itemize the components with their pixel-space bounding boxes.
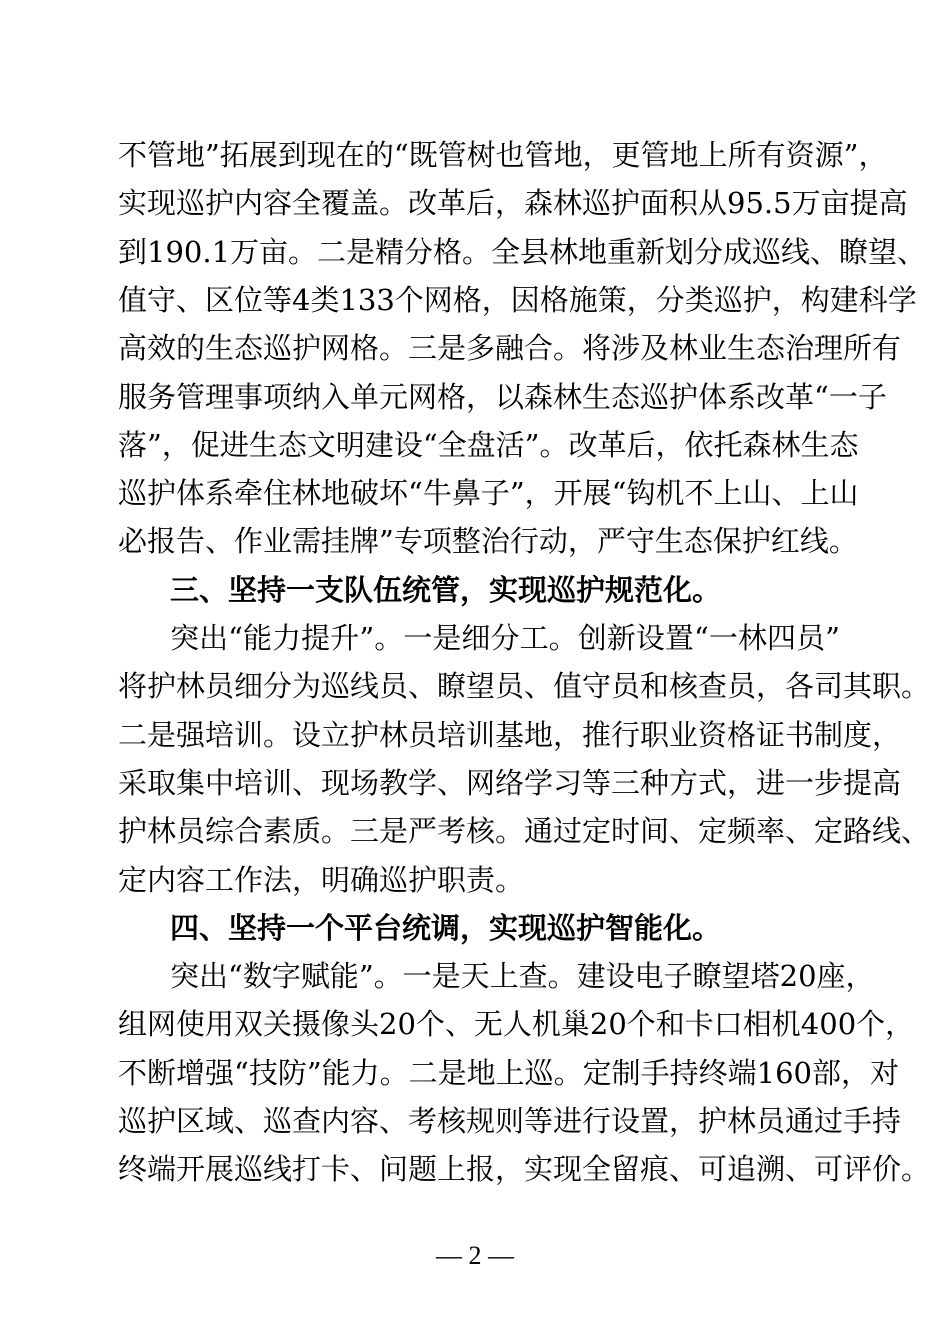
text-line: 突出“数字赋能”。一是天上查。建设电子瞭望塔20座， [170,959,875,994]
text-line: 不管地”拓展到现在的“既管树也管地，更管地上所有资源”， [118,138,888,172]
text-line: 采取集中培训、现场教学、网络学习等三种方式，进一步提高 [118,765,902,800]
text-line: 巡护体系牵住林地破坏“牛鼻子”，开展“钩机不上山、上山 [118,476,859,511]
text-line: 高效的生态巡护网格。三是多融合。将涉及林业生态治理所有 [118,331,902,366]
text-line: 突出“能力提升”。一是细分工。创新设置“一林四员” [170,621,840,655]
section-heading: 四、坚持一个平台统调，实现巡护智能化。 [170,910,722,945]
text-line: 必报告、作业需挂牌”专项整治行动，严守生态保护红线。 [118,524,858,559]
text-line: 巡护区域、巡查内容、考核规则等进行设置，护林员通过手持 [118,1104,902,1138]
text-line: 到190.1万亩。二是精分格。全县林地重新划分成巡线、瞭望、 [118,234,927,269]
text-line: 二是强培训。设立护林员培训基地，推行职业资格证书制度， [118,717,902,752]
text-line: 终端开展巡线打卡、问题上报，实现全留痕、可追溯、可评价。 [118,1152,931,1187]
text-line: 落”，促进生态文明建设“全盘活”。改革后，依托森林生态 [118,427,859,462]
text-line: 实现巡护内容全覆盖。改革后，森林巡护面积从95.5万亩提高 [118,186,908,221]
text-line: 定内容工作法，明确巡护职责。 [118,862,525,897]
text-line: 组网使用双关摄像头20个、无人机巢20个和卡口相机400个， [118,1007,915,1042]
page-number: — 2 — [436,1241,514,1270]
text-line: 服务管理事项纳入单元网格，以森林生态巡护体系改革“一子 [118,379,887,414]
text-line: 值守、区位等4类133个网格，因格施策，分类巡护，构建科学 [118,282,917,317]
section-heading: 三、坚持一支队伍统管，实现巡护规范化。 [170,572,722,607]
text-line: 护林员综合素质。三是严考核。通过定时间、定频率、定路线、 [118,814,931,849]
text-line: 将护林员细分为巡线员、瞭望员、值守员和核查员，各司其职。 [118,669,931,704]
text-line: 不断增强“技防”能力。二是地上巡。定制手持终端160部，对 [118,1055,900,1090]
